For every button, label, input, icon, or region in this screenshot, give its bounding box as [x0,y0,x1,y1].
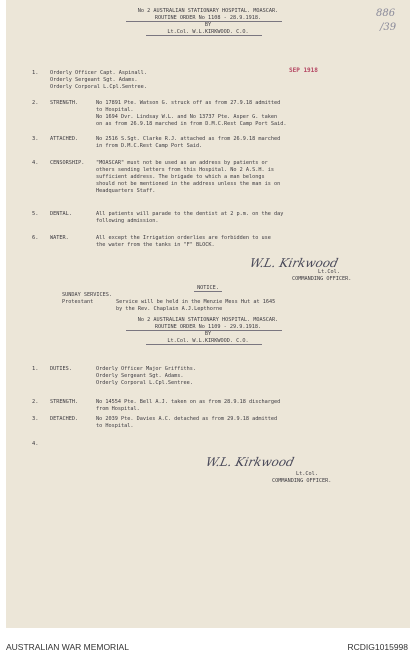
order-text-line: Orderly Officer Capt. Aspinall. [50,70,147,76]
order-text-line: the water from the tanks in "F" BLOCK. [96,242,215,248]
order-text-line: Headquarters Staff. [96,188,156,194]
order-text-line: No 14554 Pte. Bell A.J. taken on as from 28.9.18 discharged [96,399,281,405]
notice-sub: SUNDAY SERVICES. [62,292,112,298]
order-number: 5. [32,211,39,217]
order-number: 6. [32,235,39,241]
order-text-line: sufficient address. The brigade to which a man belongs [96,174,265,180]
order-text-line: following admission. [96,218,159,224]
order-label: ATTACHED. [50,136,79,142]
notice-label: Protestant [62,299,94,305]
order-text-line: "MOASCAR" must not be used as an address by patients or [96,160,268,166]
header2-line2: ROUTINE ORDER No 1109 - 29.9.1918. [154,324,262,330]
signoff2-title: COMMANDING OFFICER. [272,478,332,484]
order-text-line: on as from 26.9.18 marched in from D.M.C.Rest Camp Port Said. [96,121,287,127]
header2-line4-underline [146,344,262,345]
order-label: DETACHED. [50,416,79,422]
order-text-line: Orderly Sergeant Sgt. Adams. [96,373,184,379]
order-text-line: to Hospital. [96,107,134,113]
order-text-line: in from D.M.C.Rest Camp Port Said. [96,143,203,149]
header1-line4: Lt.Col. W.L.KIRKWOOD. C.O. [167,29,249,35]
footer-institution: AUSTRALIAN WAR MEMORIAL [6,642,129,652]
order-text-line: to Hospital. [96,423,134,429]
header1-line1: No 2 AUSTRALIAN STATIONARY HOSPITAL. MOASCAR. [137,8,279,14]
date-stamp: SEP 1918 [289,67,318,74]
pencil-annotation-a: 886 [376,8,396,19]
order-text-line: Orderly Corporal L.Cpl.Sentree. [50,84,147,90]
signature-2: W.L. Kirkwood [204,455,296,469]
order-label: DUTIES. [50,366,72,372]
order-text-line: No 2516 S.Sgt. Clarke R.J. attached as from 26.9.18 marched [96,136,281,142]
signoff1-rank: Lt.Col. [318,269,340,275]
order-label: DENTAL. [50,211,72,217]
order-text-line: No 2039 Pte. Davies A.C. detached as from 29.9.18 admitted [96,416,278,422]
document-page [6,0,410,628]
order-text-line: All patients will parade to the dentist at 2 p.m. on the day [96,211,284,217]
order-text-line: No 17891 Pte. Watson G. struck off as from 27.9.18 admitted [96,100,281,106]
header2-line1: No 2 AUSTRALIAN STATIONARY HOSPITAL. MOASCAR. [137,317,279,323]
order-number: 3. [32,416,39,422]
order-label: WATER. [50,235,69,241]
order-number: 1. [32,366,39,372]
notice-underline [194,291,222,292]
order-text-line: No 1694 Dvr. Lindsay W.L. and No 13737 Pte. Asper G. taken [96,114,278,120]
order-text-line: Orderly Sergeant Sgt. Adams. [50,77,138,83]
signoff2-rank: Lt.Col. [296,471,318,477]
pencil-annotation-b: /39 [380,22,397,33]
order-text-line: Orderly Officer Major Griffiths. [96,366,196,372]
header1-line2: ROUTINE ORDER No 1108 - 28.9.1918. [154,15,262,21]
order-text-line: Orderly Corporal L.Cpl.Sentree. [96,380,193,386]
header2-line3: BY [204,331,212,337]
order-number: 4. [32,160,39,166]
order-text-line: should not be mentioned in the address unless the man is on [96,181,281,187]
header2-line4: Lt.Col. W.L.KIRKWOOD. C.O. [167,338,249,344]
footer [0,628,414,654]
order-number: 1. [32,70,39,76]
order-label: STRENGTH. [50,100,79,106]
order-label: STRENGTH. [50,399,79,405]
notice-line-2: by the Rev. Chaplain A.J.Lepthorne [116,306,223,312]
order-number: 2. [32,399,39,405]
order-number: 3. [32,136,39,142]
signoff1-title: COMMANDING OFFICER. [292,276,352,282]
order-text-line: All except the Irrigation orderlies are forbidden to use [96,235,271,241]
notice-line-1: Service will be held in the Menzie Mess Hut at 1645 [116,299,276,305]
header1-line4-underline [146,35,262,36]
order-text-line: others sending letters from this Hospital. No 2 A.S.H. is [96,167,275,173]
order-label: CENSORSHIP. [50,160,85,166]
order-number: 2. [32,100,39,106]
footer-record-id: RCDIG1015998 [347,642,408,652]
signature-1: W.L. Kirkwood [248,256,340,270]
order-number: 4. [32,441,39,447]
notice-heading: NOTICE. [197,285,219,291]
order-text-line: from Hospital. [96,406,140,412]
header1-line3: BY [204,22,212,28]
